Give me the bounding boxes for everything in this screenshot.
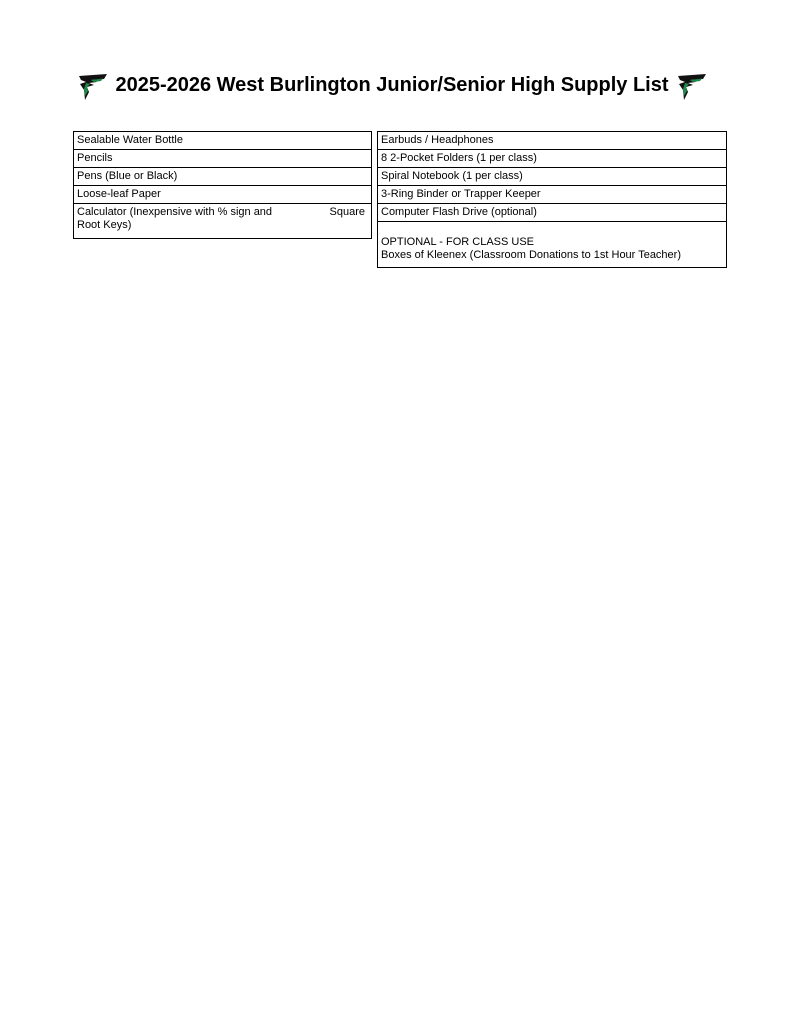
falcon-logo-icon — [77, 70, 109, 102]
supply-item-row — [378, 186, 727, 204]
calculator-text-part3: Root Keys) — [77, 219, 132, 231]
supply-item: 3-Ring Binder or Trapper Keeper — [378, 186, 727, 204]
supply-item-row — [74, 186, 372, 204]
optional-section — [378, 222, 727, 268]
supply-item-row — [74, 132, 372, 150]
calculator-text-part1: Calculator (Inexpensive with % sign and — [77, 206, 273, 218]
calculator-item — [74, 204, 372, 239]
supply-item-row — [378, 150, 727, 168]
supply-list-right — [377, 131, 727, 268]
falcon-logo-icon — [676, 70, 708, 102]
supply-item-row — [74, 150, 372, 168]
calculator-text-part2: Square — [329, 206, 365, 218]
supply-item: 8 2-Pocket Folders (1 per class) — [378, 150, 727, 168]
optional-heading: OPTIONAL - FOR CLASS USE — [381, 236, 535, 248]
supply-item: Computer Flash Drive (optional) — [378, 204, 727, 222]
supply-item-row — [378, 132, 727, 150]
supply-item-row — [378, 168, 727, 186]
supply-item: Spiral Notebook (1 per class) — [378, 168, 727, 186]
supply-item: Pencils — [74, 150, 372, 168]
optional-text: Boxes of Kleenex (Classroom Donations to 1st Hour Teacher) — [381, 249, 681, 261]
supply-list-left — [73, 131, 372, 239]
optional-section-row — [378, 222, 727, 268]
page-title: 2025-2026 West Burlington Junior/Senior High Supply List — [115, 74, 669, 96]
supply-item: Loose-leaf Paper — [74, 186, 372, 204]
supply-item: Pens (Blue or Black) — [74, 168, 372, 186]
supply-item-row — [74, 204, 372, 239]
supply-item-row — [74, 168, 372, 186]
supply-item: Earbuds / Headphones — [378, 132, 727, 150]
supply-item: Sealable Water Bottle — [74, 132, 372, 150]
supply-item-row — [378, 204, 727, 222]
page-header — [0, 64, 791, 108]
